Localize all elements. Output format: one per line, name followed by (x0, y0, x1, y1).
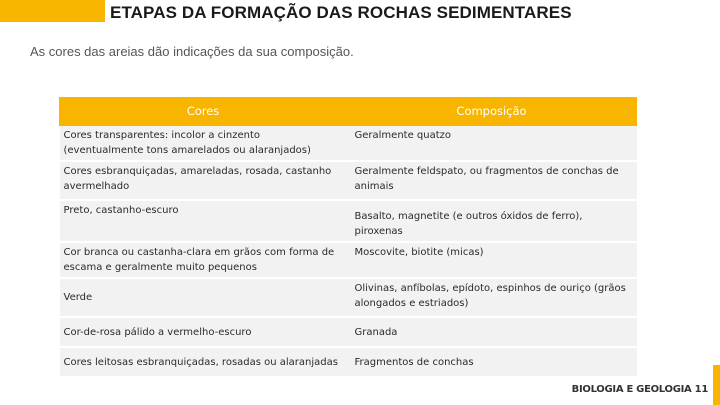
composition-cell: Olivinas, anfíbolas, epídoto, espinhos de ouriço (grãos alongados e estriados) (347, 278, 637, 317)
slide-subtitle: As cores das areias dão indicações da sua composição. (30, 44, 354, 59)
table-row (60, 347, 637, 377)
color-cell: Verde (60, 278, 347, 317)
composition-cell: Geralmente feldspato, ou fragmentos de conchas de animais (347, 161, 637, 200)
color-cell: Cores transparentes: incolor a cinzento (eventualmente tons amarelados ou alaranjados) (60, 126, 347, 162)
composition-cell: Fragmentos de conchas (347, 347, 637, 377)
slide-title: ETAPAS DA FORMAÇÃO DAS ROCHAS SEDIMENTARES (110, 3, 572, 22)
table-row (60, 317, 637, 347)
composition-cell: Basalto, magnetite (e outros óxidos de ferro), piroxenas (347, 200, 637, 242)
color-cell: Preto, castanho-escuro (60, 200, 347, 242)
composition-cell: Geralmente quatzo (347, 126, 637, 162)
color-cell: Cor-de-rosa pálido a vermelho-escuro (60, 317, 347, 347)
color-cell: Cor branca ou castanha-clara em grãos com forma de escama e geralmente muito pequenos (60, 242, 347, 278)
table-header-row (60, 98, 637, 126)
table-row (60, 242, 637, 278)
header-composicao: Composição (347, 98, 637, 126)
header-cores: Cores (60, 98, 347, 126)
brand-label: BIOLOGIA E GEOLOGIA 11 (571, 384, 708, 395)
color-cell: Cores leitosas esbranquiçadas, rosadas ou alaranjadas (60, 347, 347, 377)
table-row (60, 161, 637, 200)
sand-color-composition-table (59, 97, 637, 378)
table-row (60, 200, 637, 242)
title-accent-bar (0, 0, 105, 22)
composition-cell: Moscovite, biotite (micas) (347, 242, 637, 278)
table-row (60, 126, 637, 162)
composition-cell: Granada (347, 317, 637, 347)
color-cell: Cores esbranquiçadas, amareladas, rosada, castanho avermelhado (60, 161, 347, 200)
brand-accent-bar (713, 365, 720, 405)
table-row (60, 278, 637, 317)
